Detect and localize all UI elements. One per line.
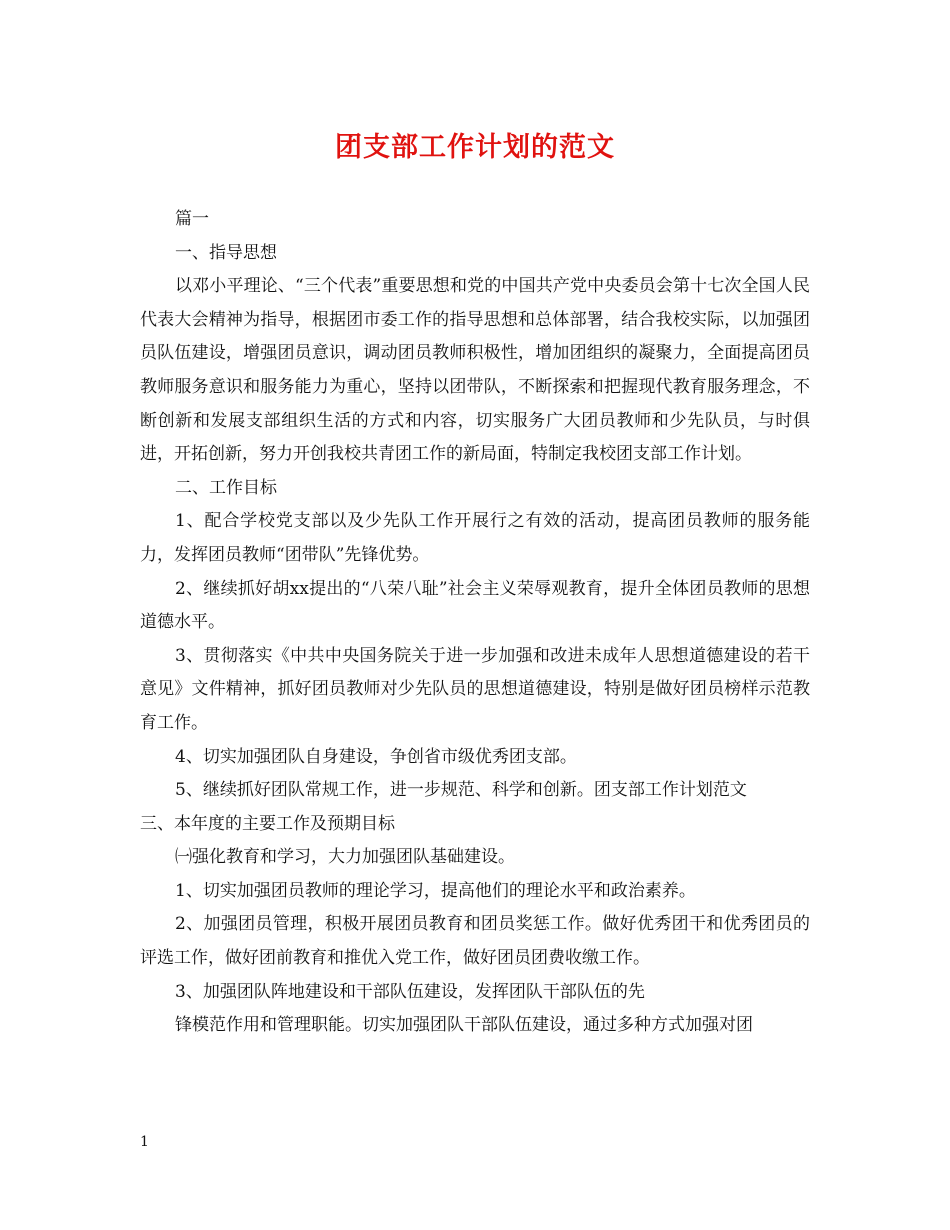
paragraph: 篇一 [175, 209, 209, 229]
paragraph: ㈠强化教育和学习，大力加强团队基础建设。 [175, 847, 515, 868]
paragraph: 2、加强团员管理，积极开展团员教育和团员奖惩工作。做好优秀团干和优秀团员的评选工作，做好团前教育和推优入党工作，做好团员团费收缴工作。 [140, 914, 810, 969]
paragraph: 一、指导思想 [175, 242, 277, 263]
paragraph: 2、继续抓好胡xx提出的“八荣八耻”社会主义荣辱观教育，提升全体团员教师的思想道德水平。 [140, 578, 810, 633]
paragraph: 3、加强团队阵地建设和干部队伍建设，发挥团队干部队伍的先 [175, 981, 645, 1002]
paragraph: 4、切实加强团队自身建设，争创省市级优秀团支部。 [175, 746, 577, 767]
paragraph: 5、继续抓好团队常规工作，进一步规范、科学和创新。团支部工作计划范文 [175, 780, 747, 801]
paragraph: 以邓小平理论、“三个代表”重要思想和党的中国共产党中央委员会第十七次全国人民代表大会精神为指导，根据团市委工作的指导思想和总体部署，结合我校实际，以加强团员队伍建设，增强团员意识，调动团员教师积极性，增加团组织的凝聚力，全面提高团员教师服务意识和服务能力为重心，坚持以团带队，不断探索和把握现代教育服务理念，不断创新和发展支部组织生活的方式和内容，切实服务广大团员教师和少先队员，与时俱进，开拓创新，努力开创我校共青团工作的新局面，特制定我校团支部工作计划。 [140, 276, 810, 465]
paragraph: 3、贯彻落实《中共中央国务院关于进一步加强和改进未成年人思想道德建设的若干意见》文件精神，抓好团员教师对少先队员的思想道德建设，特别是做好团员榜样示范教育工作。 [140, 645, 810, 733]
paragraph: 锋模范作用和管理职能。切实加强团队干部队伍建设，通过多种方式加强对团 [175, 1015, 753, 1036]
document-body [140, 203, 810, 1043]
paragraph: 三、本年度的主要工作及预期目标 [140, 813, 395, 834]
page-number: 1 [140, 1134, 149, 1150]
document-title: 团支部工作计划的范文 [335, 132, 615, 163]
paragraph: 1、切实加强团员教师的理论学习，提高他们的理论水平和政治素养。 [175, 880, 696, 901]
paragraph: 1、配合学校党支部以及少先队工作开展行之有效的活动，提高团员教师的服务能力，发挥团员教师“团带队”先锋优势。 [140, 511, 810, 565]
paragraph: 二、工作目标 [175, 477, 277, 498]
